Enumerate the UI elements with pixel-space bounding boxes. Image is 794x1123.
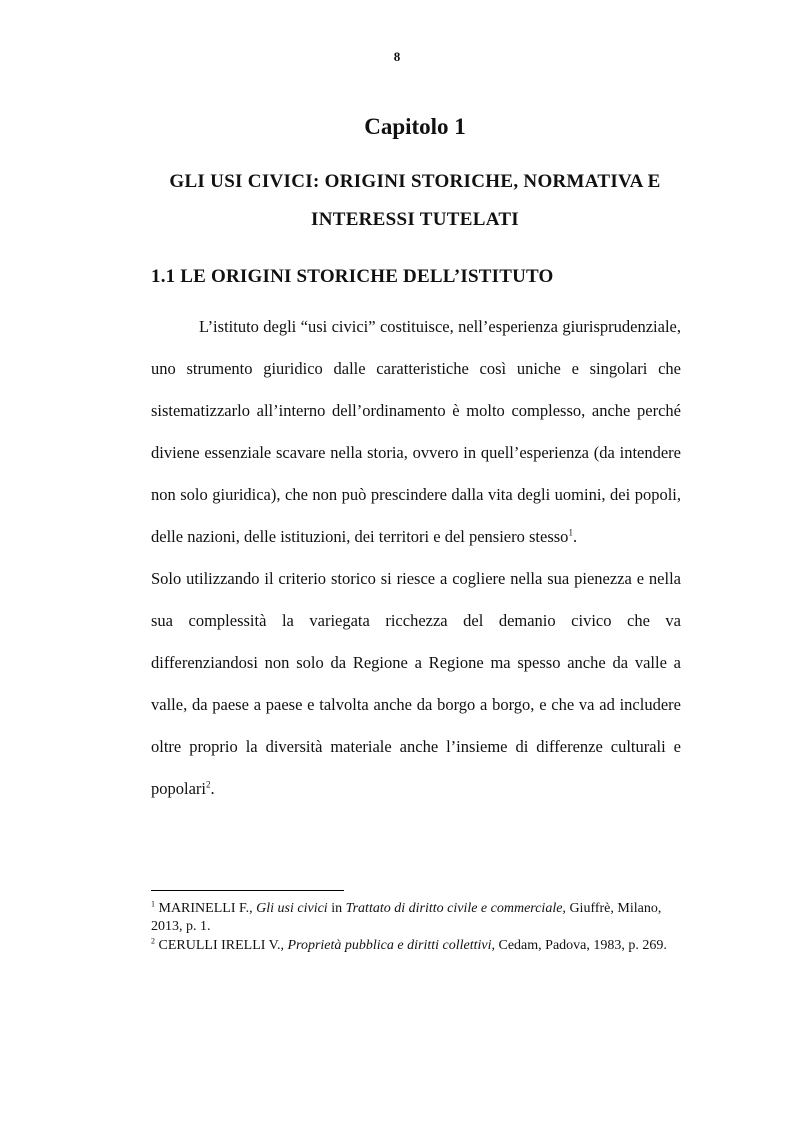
- body-text: [151, 306, 681, 810]
- footnote-2-work: Proprietà pubblica e diritti collettivi,: [287, 938, 495, 953]
- footnote-1-work: Gli usi civici: [256, 901, 328, 916]
- footnote-2-author: CERULLI IRELLI V.,: [155, 938, 288, 953]
- paragraph-2-text: Solo utilizzando il criterio storico si riesce a cogliere nella sua pienezza e nella sua complessità la variegata ricchezza del demanio civico che va differenziandosi non solo da Regione a Regione ma spesso anche da valle a valle, da paese a paese e talvolta anche da borgo a borgo, e che va ad includere oltre proprio la diversità materiale anche l’insieme di differenze culturali e popolari: [151, 569, 681, 798]
- page-number: 8: [393, 49, 401, 64]
- chapter-title: Capitolo 1: [364, 114, 466, 139]
- paragraph-1-text: L’istituto degli “usi civici” costituisce, nell’esperienza giurisprudenziale, uno strumento giuridico dalle caratteristiche così uniche e singolari che sistematizzarlo all’interno dell’ordinamento è molto complesso, anche perché diviene essenziale scavare nella storia, ovvero in quell’esperienza (da intendere non solo giuridica), che non può prescindere dalla vita degli uomini, dei popoli, delle nazioni, delle istituzioni, dei territori e del pensiero stesso: [151, 317, 681, 546]
- paragraph-1-end: .: [572, 527, 578, 546]
- footnote-1-rest: Giuffrè, Milano, 2013, p. 1.: [151, 901, 662, 934]
- paragraph-2: [151, 558, 681, 810]
- footnote-1-author: MARINELLI F.,: [155, 901, 257, 916]
- footnote-separator: [151, 890, 344, 891]
- footnote-1-mid: in: [327, 901, 346, 916]
- footnote-2-mark: 2: [151, 936, 155, 946]
- footnote-2: [151, 937, 681, 955]
- footnote-2-rest: Cedam, Padova, 1983, p. 269.: [495, 938, 667, 953]
- footnote-1-mark: 1: [151, 899, 155, 909]
- chapter-subtitle: GLI USI CIVICI: ORIGINI STORICHE, NORMATIVA E INTERESSI TUTELATI: [169, 171, 661, 230]
- footnote-1-collection: Trattato di diritto civile e commerciale,: [345, 901, 566, 916]
- paragraph-1: [151, 306, 681, 558]
- footnotes: [151, 900, 681, 956]
- paragraph-2-end: .: [210, 779, 215, 798]
- footnote-ref-2[interactable]: 2: [206, 779, 211, 790]
- footnote-ref-1[interactable]: 1: [568, 527, 573, 538]
- footnote-1: [151, 900, 681, 936]
- section-heading: 1.1 LE ORIGINI STORICHE DELL’ISTITUTO: [151, 266, 554, 287]
